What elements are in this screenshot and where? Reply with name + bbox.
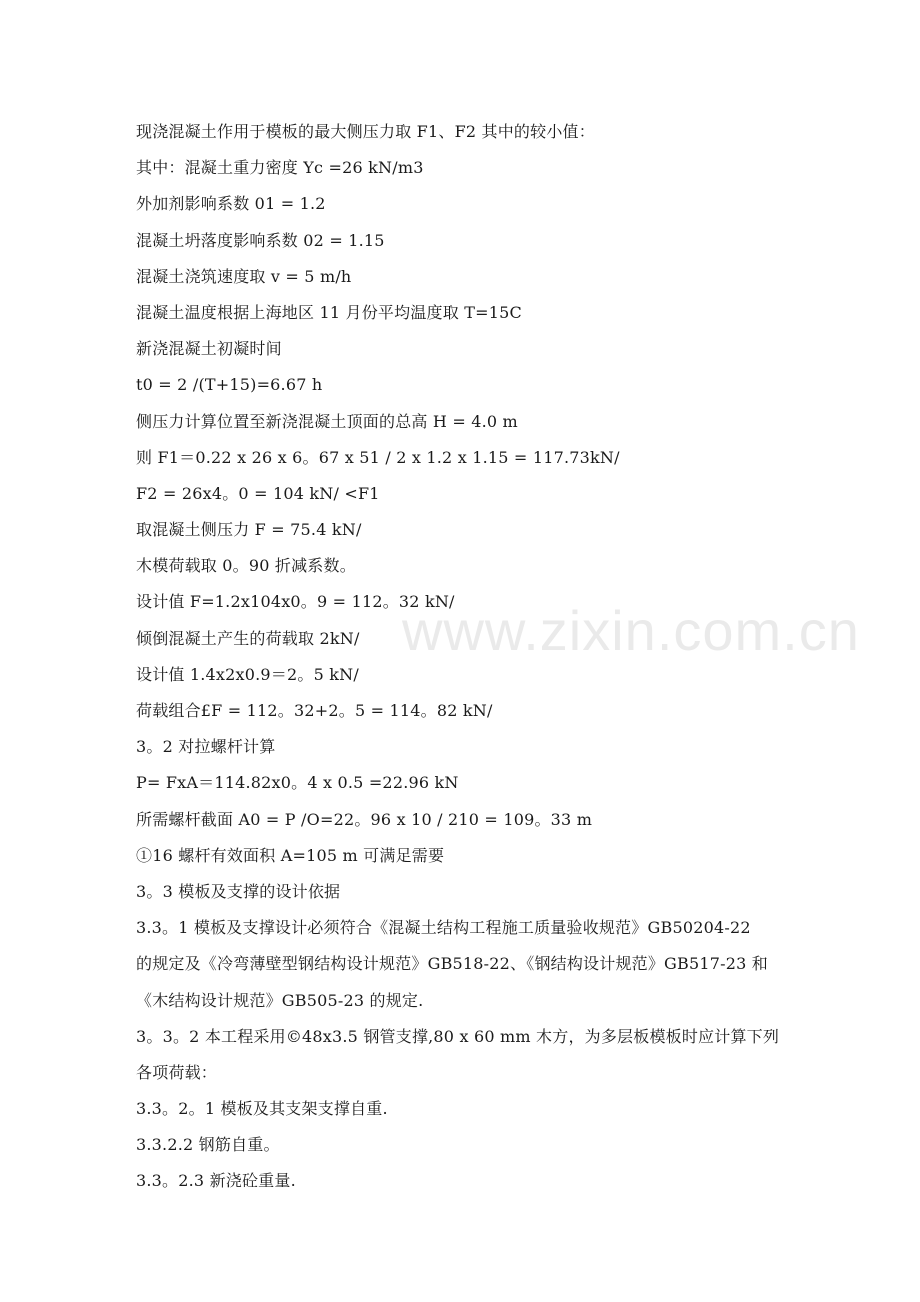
document-body xyxy=(136,114,906,1200)
text-line: 3.3。2。1 模板及其支架支撑自重. xyxy=(136,1099,388,1119)
text-line: 的规定及《冷弯薄壁型钢结构设计规范》GB518-22、《钢结构设计规范》GB517-23 和 xyxy=(136,954,768,974)
text-line: 3。3。2 本工程采用©48x3.5 钢管支撑,80 x 60 mm 木方，为多层板模板时应计算下列 xyxy=(136,1026,780,1046)
text-line: 现浇混凝土作用于模板的最大侧压力取 F1、F2 其中的较小值： xyxy=(136,122,595,141)
text-line: 则 F1＝0.22 x 26 x 6。67 x 51 / 2 x 1.2 x 1.15 = 117.73kN/ xyxy=(136,447,620,467)
text-line: 3.3.2.2 钢筋自重。 xyxy=(136,1135,280,1155)
text-line: 混凝土浇筑速度取 v = 5 m/h xyxy=(136,266,352,286)
text-line: 3.3。1 模板及支撑设计必须符合《混凝土结构工程施工质量验收规范》GB50204-22 xyxy=(136,918,751,938)
text-line: 混凝土坍落度影响系数 02 = 1.15 xyxy=(136,230,385,250)
text-line: 各项荷载： xyxy=(136,1062,218,1082)
text-line: 荷载组合£F = 112。32+2。5 = 114。82 kN/ xyxy=(136,701,493,720)
text-line: 木模荷载取 0。90 折减系数。 xyxy=(136,556,356,576)
text-line: F2 = 26x4。0 = 104 kN/ <F1 xyxy=(136,483,380,503)
text-line: 《木结构设计规范》GB505-23 的规定. xyxy=(136,990,424,1010)
text-line: 取混凝土侧压力 F = 75.4 kN/ xyxy=(136,520,362,540)
text-line: 新浇混凝土初凝时间 xyxy=(136,339,282,359)
text-line: 外加剂影响系数 01 = 1.2 xyxy=(136,194,326,214)
section-heading: 3。3 模板及支撑的设计依据 xyxy=(136,881,341,901)
text-line: ①16 螺杆有效面积 A=105 m 可满足需要 xyxy=(136,845,445,865)
text-line: 所需螺杆截面 A0 = P /O=22。96 x 10 / 210 = 109。33 m xyxy=(136,809,593,829)
text-line: 设计值 F=1.2x104x0。9 = 112。32 kN/ xyxy=(136,592,455,612)
text-line: 其中：混凝土重力密度 Yc =26 kN/m3 xyxy=(136,158,424,178)
section-heading: 3。2 对拉螺杆计算 xyxy=(136,737,276,757)
text-line: 3.3。2.3 新浇砼重量. xyxy=(136,1171,296,1191)
text-line: 设计值 1.4x2x0.9＝2。5 kN/ xyxy=(136,664,359,684)
text-line: P= FxA＝114.82x0。4 x 0.5 =22.96 kN xyxy=(136,773,459,793)
text-line: t0 = 2 /(T+15)=6.67 h xyxy=(136,375,323,395)
text-line: 混凝土温度根据上海地区 11 月份平均温度取 T=15C xyxy=(136,302,522,322)
watermark: www.zixin.com.cn xyxy=(402,599,860,662)
text-line: 侧压力计算位置至新浇混凝土顶面的总高 H = 4.0 m xyxy=(136,411,518,431)
text-line: 倾倒混凝土产生的荷载取 2kN/ xyxy=(136,628,360,648)
